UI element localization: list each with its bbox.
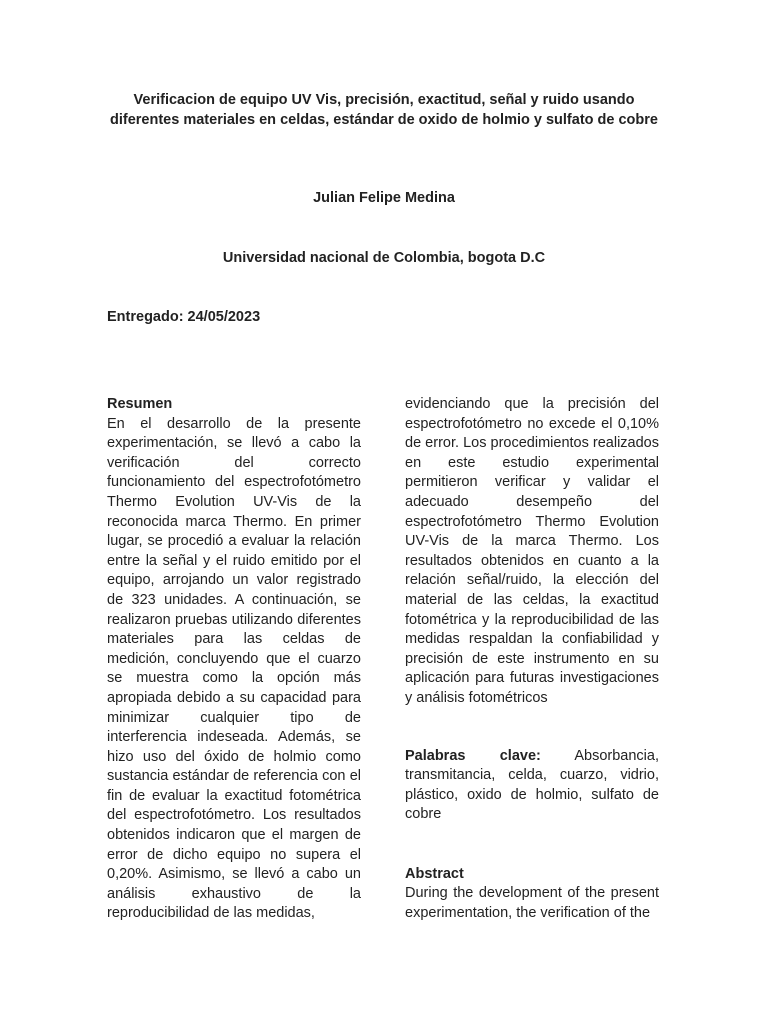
resumen-heading: Resumen [107, 396, 173, 412]
author-name: Julian Felipe Medina [313, 190, 455, 206]
abstract-text: During the development of the present experimentation, the verification of the [405, 885, 659, 922]
left-column [107, 395, 361, 924]
paper-title: Verificacion de equipo UV Vis, precisión, exactitud, señal y ruido usando diferentes materiales en celdas, estándar de oxido de holmio y sulfato de cobre [110, 92, 658, 128]
keywords-text: Absorbancia, transmitancia, celda, cuarzo, vidrio, plástico, oxido de holmio, sulfato de cobre [405, 747, 659, 823]
resumen-text-left: En el desarrollo de la presente experimentación, se llevó a cabo la verificación del correcto funcionamiento del espectrofotómetro Thermo Evolution UV-Vis de la reconocida marca Thermo. En primer lugar, se procedió a evaluar la relación entre la señal y el ruido emitido por el equipo, arrojando un valor registrado de 323 unidades. A continuación, se realizaron pruebas utilizando diferentes materiales para las celdas de medición, concluyendo que el cuarzo se muestra como la opción más apropiada debido a su capacidad para minimizar cualquier tipo de interferencia indeseada. Además, se hizo uso del óxido de holmio como sustancia estándar de referencia con el fin de evaluar la exactitud fotométrica del espectrofotómetro. Los resultados obtenidos indicaron que el margen de error de dicho equipo no supera el 0,20%. Asimismo, se llevó a cabo un análisis exhaustivo de la reproducibilidad de las medidas, [107, 415, 361, 922]
delivery-date: Entregado: 24/05/2023 [107, 309, 261, 325]
affiliation: Universidad nacional de Colombia, bogota D.C [222, 250, 546, 266]
keywords-block [405, 747, 659, 825]
right-column [405, 395, 659, 924]
resumen-text-right: evidenciando que la precisión del espectrofotómetro no excede el 0,10% de error. Los procedimientos realizados en este estudio experimental permitieron verificar y validar el adecuado desempeño del espectrofotómetro Thermo Evolution UV-Vis de la marca Thermo. Los resultados obtenidos en cuanto a la relación señal/ruido, la elección del material de las celdas, la exactitud fotométrica y la reproducibilidad de las medidas respaldan la confiabilidad y precisión de este instrumento en su aplicación para futuras investigaciones y análisis fotométricos [405, 396, 659, 706]
abstract-heading: Abstract [405, 865, 464, 882]
keywords-label: Palabras clave: [405, 747, 541, 764]
